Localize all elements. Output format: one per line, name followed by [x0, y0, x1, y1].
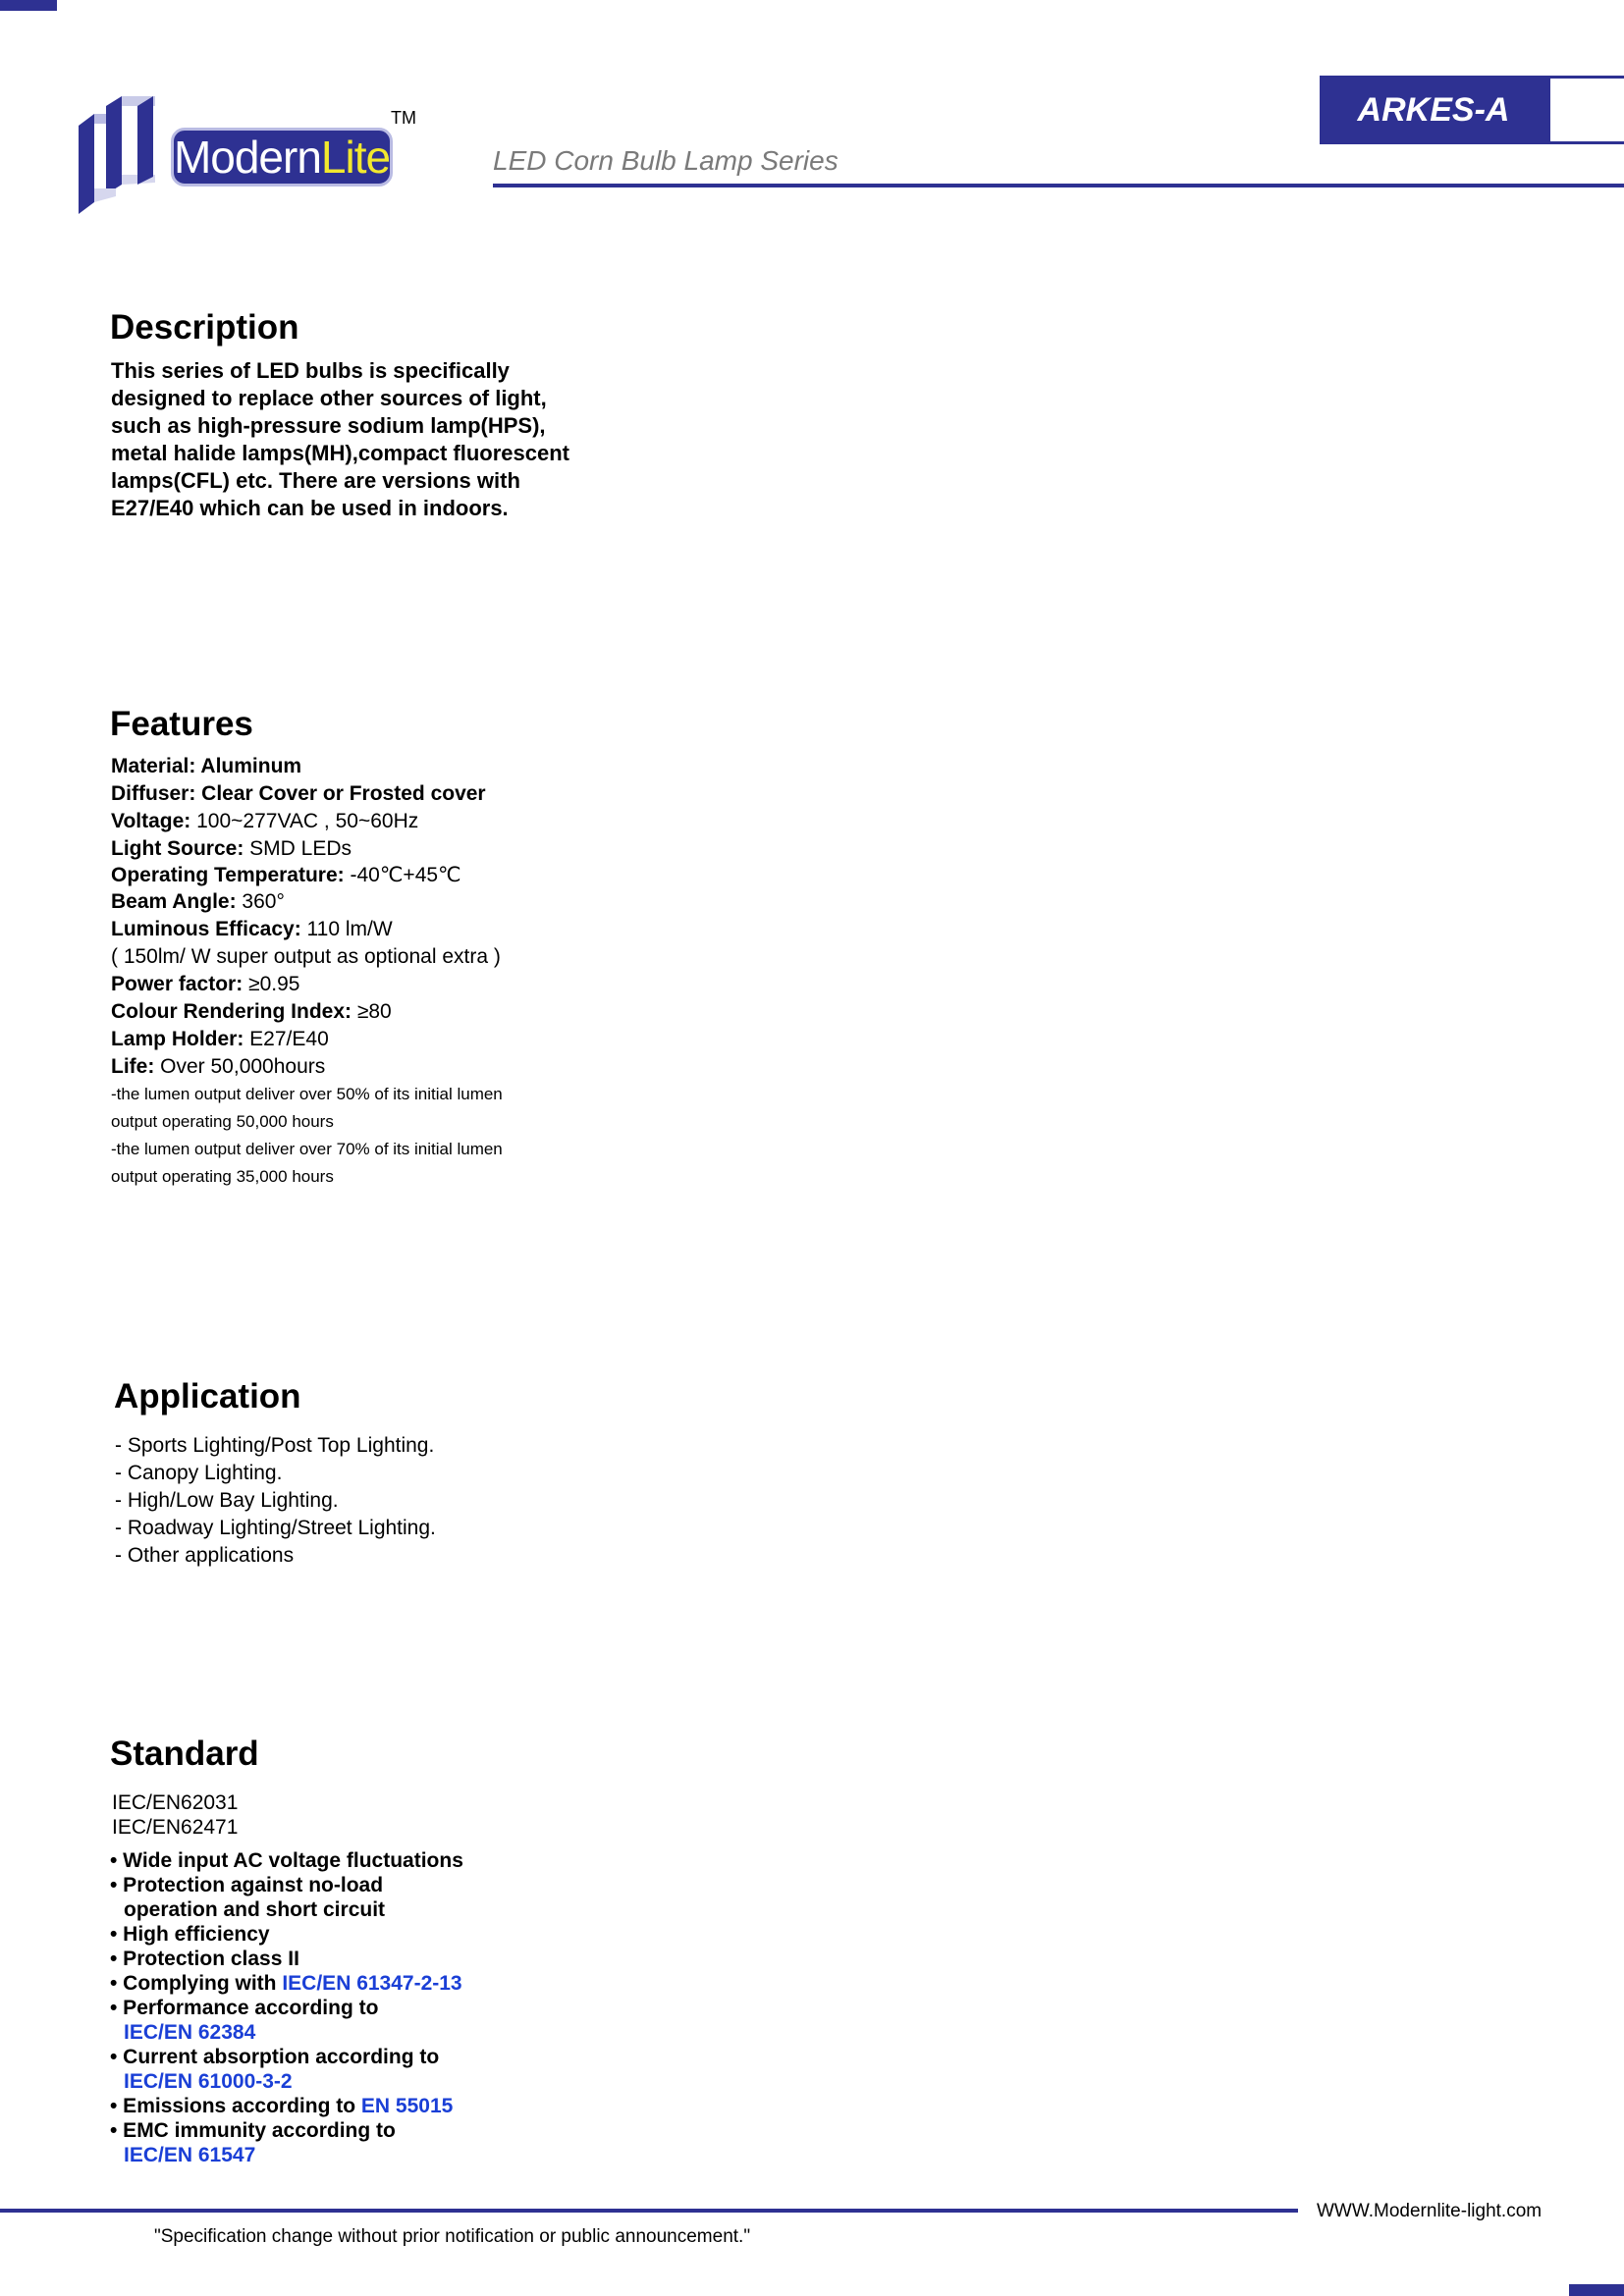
corner-accent-bottom: [1569, 2284, 1624, 2296]
life-note: output operating 50,000 hours: [111, 1112, 334, 1131]
feature-value: -40℃+45℃: [344, 864, 461, 886]
life-note: -the lumen output deliver over 70% of its initial lumen: [111, 1140, 503, 1158]
model-badge-outline: [1547, 76, 1624, 144]
brand-logo: [77, 94, 430, 222]
feature-label: Diffuser: Clear Cover or Frosted cover: [111, 782, 486, 805]
standard-bullet: • Current absorption according to: [110, 2046, 440, 2068]
application-list: [115, 1432, 436, 1570]
standard-ref: IEC/EN 61000-3-2: [124, 2070, 293, 2093]
description-line: such as high-pressure sodium lamp(HPS),: [111, 413, 546, 438]
standard-ref: IEC/EN 61547: [124, 2144, 256, 2166]
standard-heading: Standard: [110, 1735, 259, 1773]
application-heading: Application: [114, 1377, 301, 1415]
description-line: metal halide lamps(MH),compact fluorescent: [111, 441, 569, 465]
features-heading: Features: [110, 705, 253, 743]
description-line: lamps(CFL) etc. There are versions with: [111, 468, 520, 493]
feature-item: [111, 971, 622, 998]
standard-ref: EN 55015: [360, 2095, 454, 2117]
standard-bullet: [110, 2143, 463, 2167]
standard-bullet: operation and short circuit: [124, 1898, 386, 1921]
feature-item: [111, 998, 622, 1026]
standard-bullet: • Protection against no-load: [110, 1874, 384, 1896]
feature-label: Life:: [111, 1055, 155, 1078]
feature-value: 100~277VAC , 50~60Hz: [190, 810, 419, 832]
standard-bullets: [110, 1848, 463, 2167]
feature-label: Voltage:: [111, 810, 191, 832]
series-title: LED Corn Bulb Lamp Series: [493, 145, 839, 176]
feature-value: 360°: [236, 890, 285, 913]
features-list: [111, 753, 622, 1191]
standard-code: IEC/EN62471: [112, 1816, 239, 1839]
model-badge: ARKES-A: [1320, 76, 1547, 144]
feature-label: Power factor:: [111, 973, 244, 995]
standard-ref: IEC/EN 62384: [124, 2021, 256, 2044]
feature-label: Light Source:: [111, 837, 244, 860]
feature-item: [111, 1026, 622, 1053]
feature-value: ( 150lm/ W super output as optional extra ): [111, 945, 501, 968]
feature-item: [111, 888, 622, 916]
standard-bullet: • Complying with IEC/EN 61347-2-13: [110, 1972, 462, 1995]
feature-item: [111, 863, 622, 888]
application-item: - Roadway Lighting/Street Lighting.: [115, 1517, 436, 1539]
website-link[interactable]: WWW.Modernlite-light.com: [1317, 2201, 1543, 2221]
description-text: [111, 357, 602, 522]
standard-bullet: • Performance according to: [110, 1997, 379, 2019]
feature-label: Lamp Holder:: [111, 1028, 244, 1050]
application-item: - Canopy Lighting.: [115, 1462, 283, 1484]
feature-label: Beam Angle:: [111, 890, 237, 913]
standard-bullet: [110, 2069, 463, 2094]
standard-ref: IEC/EN 61347-2-13: [282, 1972, 462, 1995]
life-note: -the lumen output deliver over 50% of its initial lumen: [111, 1085, 503, 1103]
logo-word-lite: Lite: [320, 132, 391, 183]
standard-bullet: • Wide input AC voltage fluctuations: [110, 1849, 463, 1872]
application-item: - High/Low Bay Lighting.: [115, 1489, 339, 1512]
feature-value: ≥0.95: [243, 973, 300, 995]
application-item: - Sports Lighting/Post Top Lighting.: [115, 1434, 435, 1457]
feature-value: 110 lm/W: [300, 918, 393, 940]
logo-word-modern: Modern: [173, 132, 321, 183]
feature-item: [111, 1053, 622, 1081]
feature-label: Material: Aluminum: [111, 755, 302, 777]
standard-code: IEC/EN62031: [112, 1791, 239, 1814]
trademark-mark: TM: [391, 108, 416, 128]
spec-notice: "Specification change without prior notification or public announcement.": [154, 2226, 751, 2247]
header-divider: [493, 184, 1624, 187]
description-line: designed to replace other sources of light,: [111, 386, 547, 410]
standard-bullet: • EMC immunity according to: [110, 2119, 396, 2142]
feature-value: E27/E40: [244, 1028, 329, 1050]
description-heading: Description: [110, 308, 299, 347]
standard-bullet: • High efficiency: [110, 1923, 270, 1946]
life-note: output operating 35,000 hours: [111, 1167, 334, 1186]
feature-item: [111, 808, 622, 835]
feature-item: [111, 835, 622, 863]
logo-bars-icon: [77, 94, 175, 217]
logo-wordmark: [171, 128, 393, 187]
feature-value: ≥80: [352, 1000, 392, 1023]
corner-accent-top: [0, 0, 57, 11]
feature-item: [111, 943, 622, 971]
feature-label: Luminous Efficacy:: [111, 918, 301, 940]
description-line: This series of LED bulbs is specifically: [111, 358, 510, 383]
feature-value: SMD LEDs: [244, 837, 352, 860]
application-item: - Other applications: [115, 1544, 295, 1567]
feature-value: Over 50,000hours: [154, 1055, 326, 1078]
standard-bullet: [110, 2020, 463, 2045]
standard-bullet: • Protection class II: [110, 1948, 299, 1970]
feature-item: [111, 780, 622, 808]
feature-label: Colour Rendering Index:: [111, 1000, 352, 1023]
feature-item: [111, 916, 622, 943]
description-line: E27/E40 which can be used in indoors.: [111, 496, 509, 520]
standard-bullet: • Emissions according to EN 55015: [110, 2095, 454, 2117]
footer-divider: [0, 2209, 1298, 2213]
standard-codes: [112, 1790, 238, 1840]
feature-item: [111, 753, 622, 780]
feature-label: Operating Temperature:: [111, 864, 345, 886]
